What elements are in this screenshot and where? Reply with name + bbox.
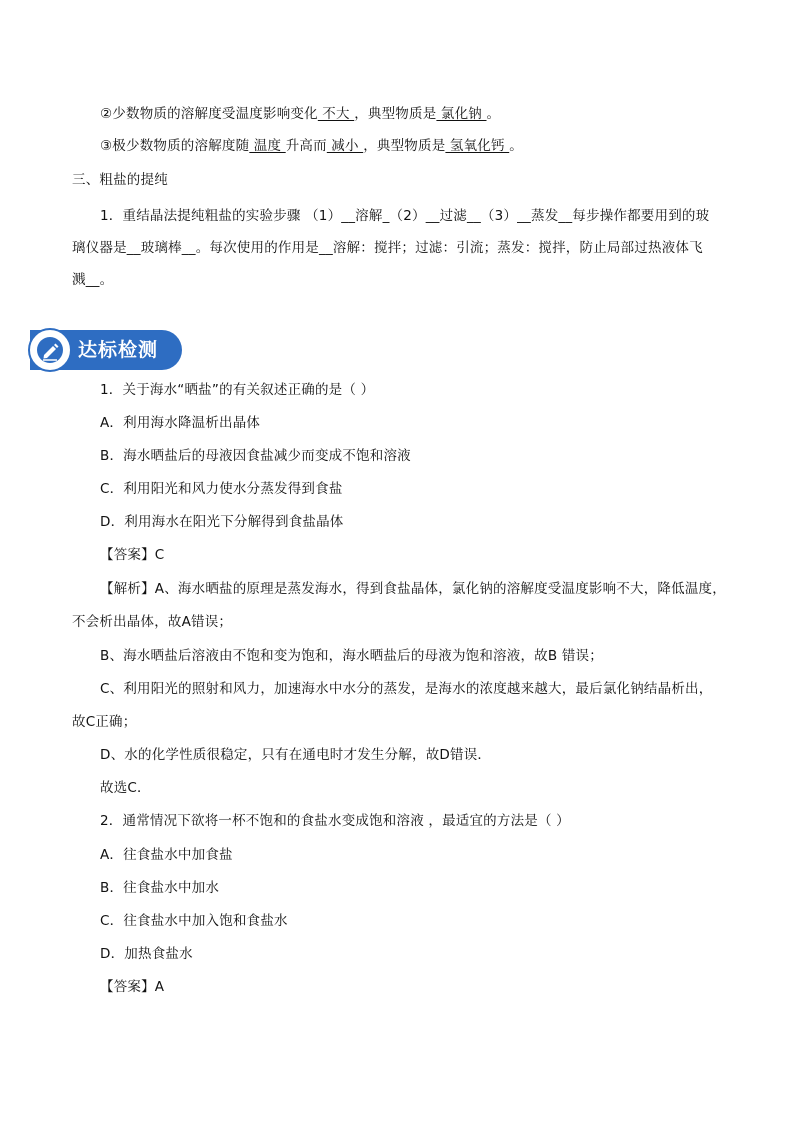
q2-option-c: C．往食盐水中加入饱和食盐水	[100, 913, 288, 929]
q1-analysis-line-2: 不会析出晶体，故A错误；	[72, 614, 233, 630]
solubility-line-3	[100, 138, 523, 154]
line2-text-end: 。	[486, 106, 501, 122]
q1-analysis-line-6: D、水的化学性质很稳定，只有在通电时才发生分解，故D错误．	[100, 747, 492, 763]
purification-para-line-3: 溅__。	[72, 272, 114, 288]
q1-analysis-line-3: B、海水晒盐后溶液由不饱和变为饱和，海水晒盐后的母液为饱和溶液，故B 错误；	[100, 648, 603, 664]
purification-para-line-1: 1．重结晶法提纯粗盐的实验步骤 （1）__溶解_（2）__过滤__（3）__蒸发__每步操作都要用到的玻	[100, 208, 710, 224]
q2-answer: 【答案】A	[100, 979, 165, 995]
q1-analysis-line-4: C、利用阳光的照射和风力，加速海水中水分的蒸发，是海水的浓度越来越大，最后氯化钠结晶析出，	[100, 681, 713, 697]
q1-analysis-line-5: 故C正确；	[72, 714, 137, 730]
line2-text-mid: ，典型物质是	[354, 106, 437, 122]
q1-option-b: B．海水晒盐后的母液因食盐减少而变成不饱和溶液	[100, 448, 411, 464]
q1-analysis-line-7: 故选C．	[100, 780, 151, 796]
banner-title: 达标检测	[78, 339, 159, 361]
purification-para-line-2: 璃仪器是__玻璃棒__。每次使用的作用是__溶解：搅拌；过滤：引流；蒸发：搅拌，防止局部过热液体飞	[72, 240, 703, 256]
solubility-line-2	[100, 106, 500, 122]
q1-answer: 【答案】C	[100, 547, 165, 563]
pencil-edit-icon	[28, 328, 72, 372]
line3-text-mid1: 升高而	[285, 138, 327, 154]
line2-blank-1: 不大	[317, 106, 355, 122]
q2-option-a: A．往食盐水中加食盐	[100, 847, 233, 863]
q2-stem: 2．通常情况下欲将一杯不饱和的食盐水变成饱和溶液 ，最适宜的方法是（ ）	[100, 813, 570, 829]
q1-stem: 1．关于海水“晒盐”的有关叙述正确的是（ ）	[100, 382, 375, 398]
q1-option-a: A．利用海水降温析出晶体	[100, 415, 261, 431]
q1-analysis-line-1: 【解析】A、海水晒盐的原理是蒸发海水，得到食盐晶体，氯化钠的溶解度受温度影响不大，降低温度，	[100, 581, 726, 597]
line3-text-end: 。	[509, 138, 523, 154]
q2-option-d: D．加热食盐水	[100, 946, 193, 962]
line3-blank-3: 氢氧化钙	[445, 138, 510, 154]
line2-blank-2: 氯化钠	[436, 106, 487, 122]
line2-text: ②少数物质的溶解度受温度影响变化	[100, 106, 318, 122]
section-banner	[30, 330, 182, 370]
section-3-heading: 三、粗盐的提纯	[72, 172, 168, 188]
line3-text-mid2: ，典型物质是	[363, 138, 446, 154]
line3-blank-2: 减小	[326, 138, 364, 154]
q1-option-c: C．利用阳光和风力使水分蒸发得到食盐	[100, 481, 343, 497]
line3-text: ③极少数物质的溶解度随	[100, 138, 250, 154]
line3-blank-1: 温度	[249, 138, 286, 154]
q1-option-d: D．利用海水在阳光下分解得到食盐晶体	[100, 514, 344, 530]
q2-option-b: B．往食盐水中加水	[100, 880, 220, 896]
